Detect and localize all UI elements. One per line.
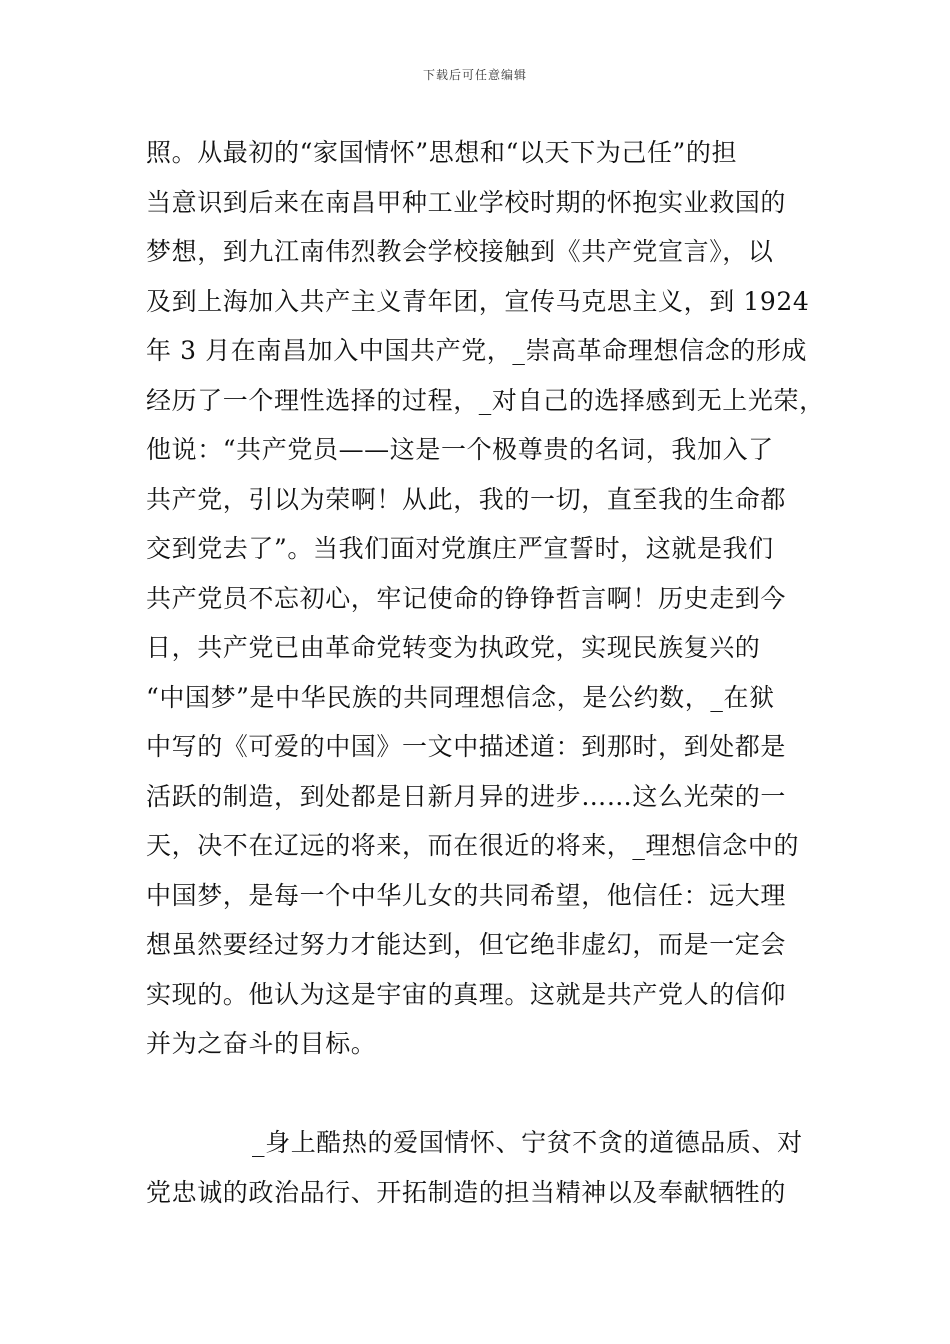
text-line: 交到党去了”。当我们面对党旗庄严宣誓时，这就是我们	[146, 534, 774, 563]
paragraph-1	[146, 128, 825, 1069]
text-line: 当意识到后来在南昌甲种工业学校时期的怀抱实业救国的	[146, 187, 787, 217]
text-line: “中国梦”是中华民族的共同理想信念，是公约数，_在狱	[146, 682, 775, 712]
text-line: 及到上海加入共产主义青年团，宣传马克思主义，到 1924	[146, 286, 810, 316]
text-line: _身上酷热的爱国情怀、宁贫不贪的道德品质、对	[252, 1128, 803, 1157]
text-line: 党忠诚的政治品行、开拓制造的担当精神以及奉献牺牲的	[146, 1177, 787, 1207]
text-line: 梦想，到九江南伟烈教会学校接触到《共产党宣言》，以	[146, 237, 774, 266]
text-line: 他说：“共产党员——这是一个极尊贵的名词，我加入了	[146, 435, 774, 464]
text-line: 实现的。他认为这是宇宙的真理。这就是共产党人的信仰	[146, 979, 787, 1009]
text-line: 共产党，引以为荣啊！从此，我的一切，直至我的生命都	[146, 484, 787, 514]
page-header: 下载后可任意编辑	[422, 68, 527, 82]
text-line: 想虽然要经过努力才能达到，但它绝非虚幻，而是一定会	[146, 930, 787, 959]
text-line: 中写的《可爱的中国》一文中描述道：到那时，到处都是	[146, 732, 787, 761]
text-line: 经历了一个理性选择的过程，_对自己的选择感到无上光荣，	[146, 385, 825, 415]
text-line: 活跃的制造，到处都是日新月异的进步……这么光荣的一	[146, 781, 787, 811]
text-line: 并为之奋斗的目标。	[146, 1029, 377, 1058]
text-line: 日，共产党已由革命党转变为执政党，实现民族复兴的	[146, 633, 761, 662]
paragraph-2	[146, 1118, 816, 1217]
text-line: 天，决不在辽远的将来，而在很近的将来，_理想信念中的	[146, 831, 800, 860]
text-line: 共产党员不忘初心，牢记使命的铮铮哲言啊！历史走到今	[146, 583, 787, 613]
text-line: 年 3 月在南昌加入中国共产党，_崇高革命理想信念的形成	[146, 336, 808, 365]
text-line: 照。从最初的“家国情怀”思想和“以天下为己任”的担	[146, 138, 738, 167]
text-line: 中国梦，是每一个中华儿女的共同希望，他信任：远大理	[146, 880, 787, 910]
